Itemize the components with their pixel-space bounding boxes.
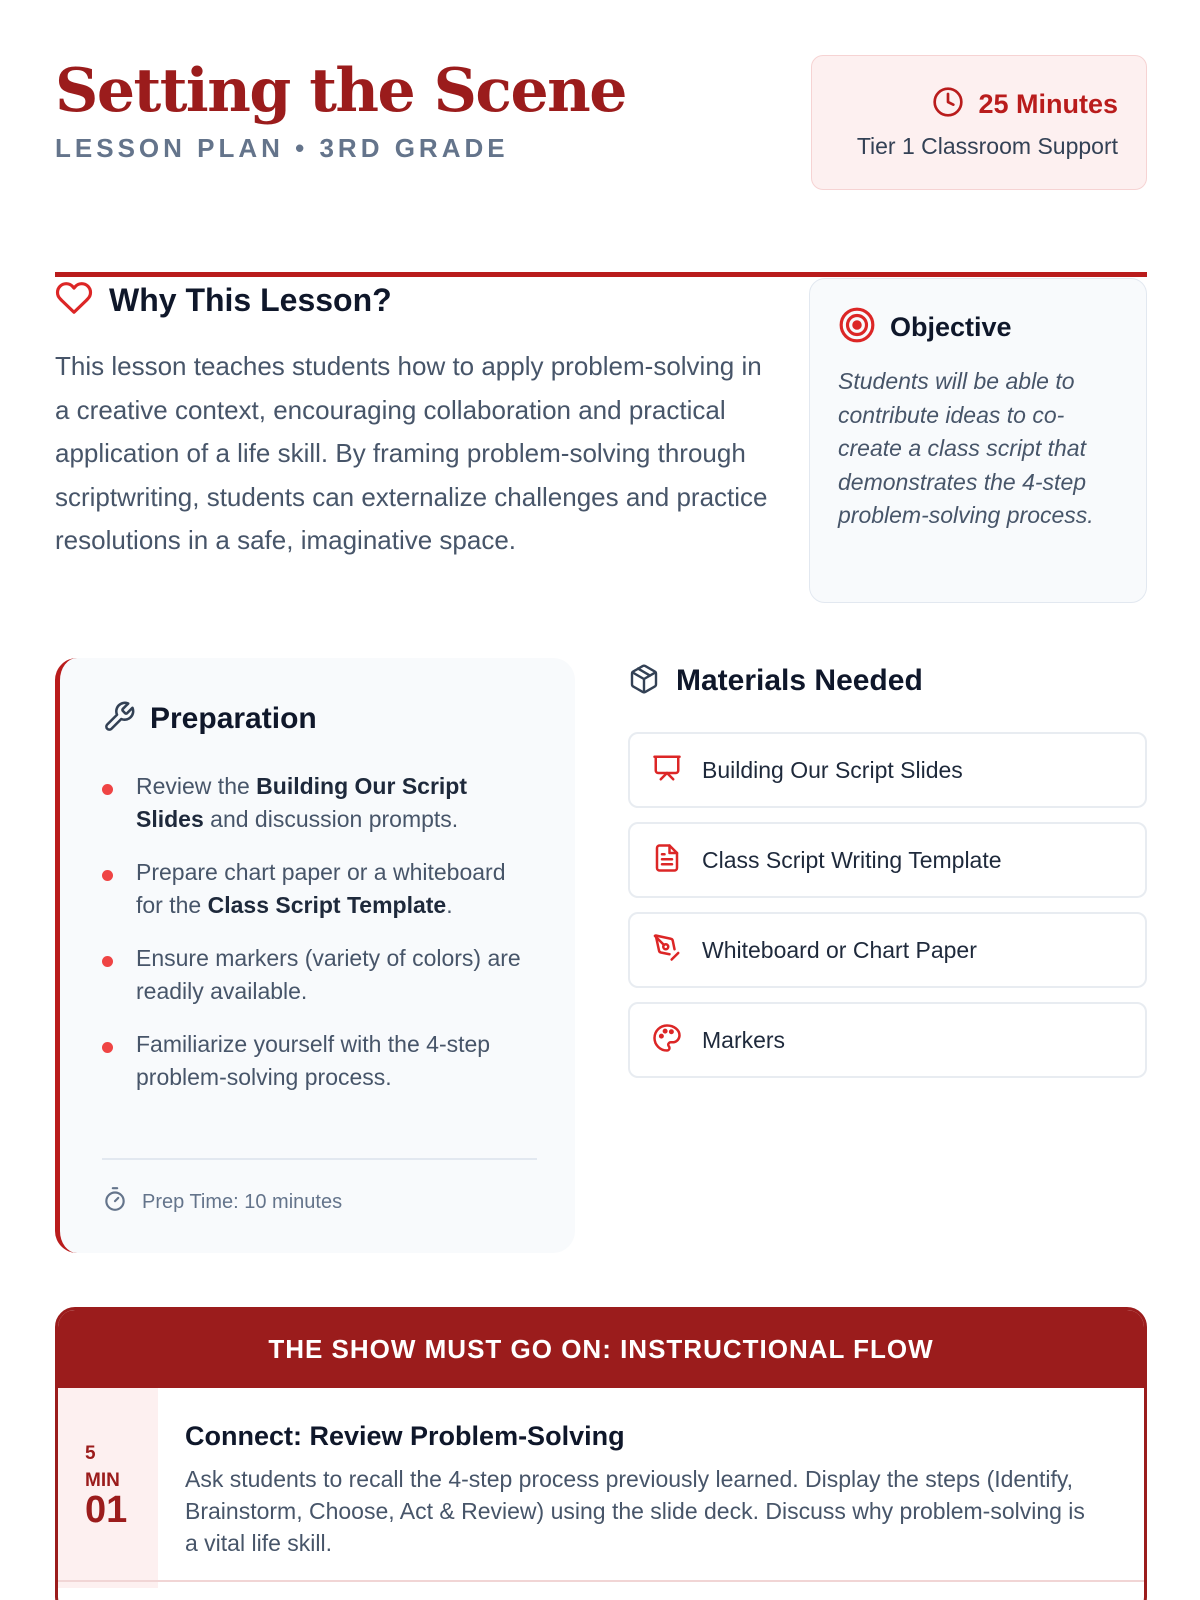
duration-label: 25 Minutes [978, 89, 1118, 119]
duration-row [932, 86, 1118, 123]
flow-step-number: 01 [85, 1489, 128, 1531]
stopwatch-icon [102, 1186, 128, 1218]
flow-step-sidebar [58, 1388, 158, 1588]
lesson-plan-page [55, 0, 1147, 1600]
list-item: Prepare chart paper or a whiteboard for the Class Script Template. [102, 856, 537, 922]
flow-step-minutes: 5 MIN [85, 1443, 120, 1491]
flow-step [58, 1388, 1144, 1588]
material-whiteboard [628, 912, 1147, 988]
why-section [55, 275, 775, 563]
materials-title: Materials Needed [676, 664, 923, 697]
presentation-icon [652, 753, 682, 788]
material-label: Class Script Writing Template [702, 846, 1002, 873]
materials-heading [628, 658, 1147, 704]
tier-label: Tier 1 Classroom Support [856, 133, 1118, 159]
preparation-heading [102, 696, 537, 742]
duration-card [811, 55, 1147, 190]
materials-section [628, 658, 1147, 1092]
page-title: Setting the Scene [55, 56, 626, 126]
prep-time [102, 1158, 537, 1218]
list-item: Familiarize yourself with the 4-step problem-solving process. [102, 1028, 537, 1094]
list-item: Review the Building Our Script Slides and discussion prompts. [102, 770, 537, 836]
material-label: Markers [702, 1026, 786, 1053]
instructional-flow [55, 1307, 1147, 1600]
flow-step-description: Ask students to recall the 4-step process previously learned. Display the steps (Identify, Brainstorm, Choose, Act & Review) using the slide deck. Discuss why problem-solving is a vital life skill. [185, 1466, 1085, 1556]
materials-list [628, 732, 1147, 1078]
preparation-title: Preparation [150, 702, 317, 735]
heart-icon [55, 279, 93, 322]
why-title: Why This Lesson? [109, 281, 392, 318]
clock-icon [932, 86, 964, 123]
objective-body: Students will be able to contribute ideas to co-create a class script that demonstrates the 4-step problem-solving process. [838, 368, 1094, 528]
material-label: Whiteboard or Chart Paper [702, 936, 977, 963]
material-slides [628, 732, 1147, 808]
why-body: This lesson teaches students how to apply problem-solving in a creative context, encouraging collaboration and practical application of a life skill. By framing problem-solving through scriptwriting, students can externalize challenges and practice resolutions in a safe, imaginative space. [55, 351, 768, 555]
prep-time-label: Prep Time: 10 minutes [142, 1190, 343, 1213]
document-icon [652, 843, 682, 878]
flow-heading: THE SHOW MUST GO ON: INSTRUCTIONAL FLOW [58, 1310, 1144, 1388]
preparation-card [55, 658, 575, 1253]
flow-step-title: Connect: Review Problem-Solving [185, 1421, 625, 1451]
objective-card [809, 278, 1147, 603]
preparation-list [102, 770, 537, 1094]
box-icon [628, 663, 660, 700]
page-subtitle: LESSON PLAN • 3RD GRADE [55, 133, 509, 163]
objective-heading [838, 307, 1118, 347]
list-item: Ensure markers (variety of colors) are readily available. [102, 942, 537, 1008]
wrench-icon [102, 700, 136, 739]
pen-tool-icon [652, 933, 682, 968]
material-template [628, 822, 1147, 898]
material-label: Building Our Script Slides [702, 756, 963, 783]
header [55, 55, 1147, 225]
objective-title: Objective [890, 311, 1012, 342]
material-markers [628, 1002, 1147, 1078]
flow-divider [58, 1580, 1147, 1582]
target-icon [838, 306, 876, 349]
why-heading [55, 275, 775, 325]
palette-icon [652, 1023, 682, 1058]
